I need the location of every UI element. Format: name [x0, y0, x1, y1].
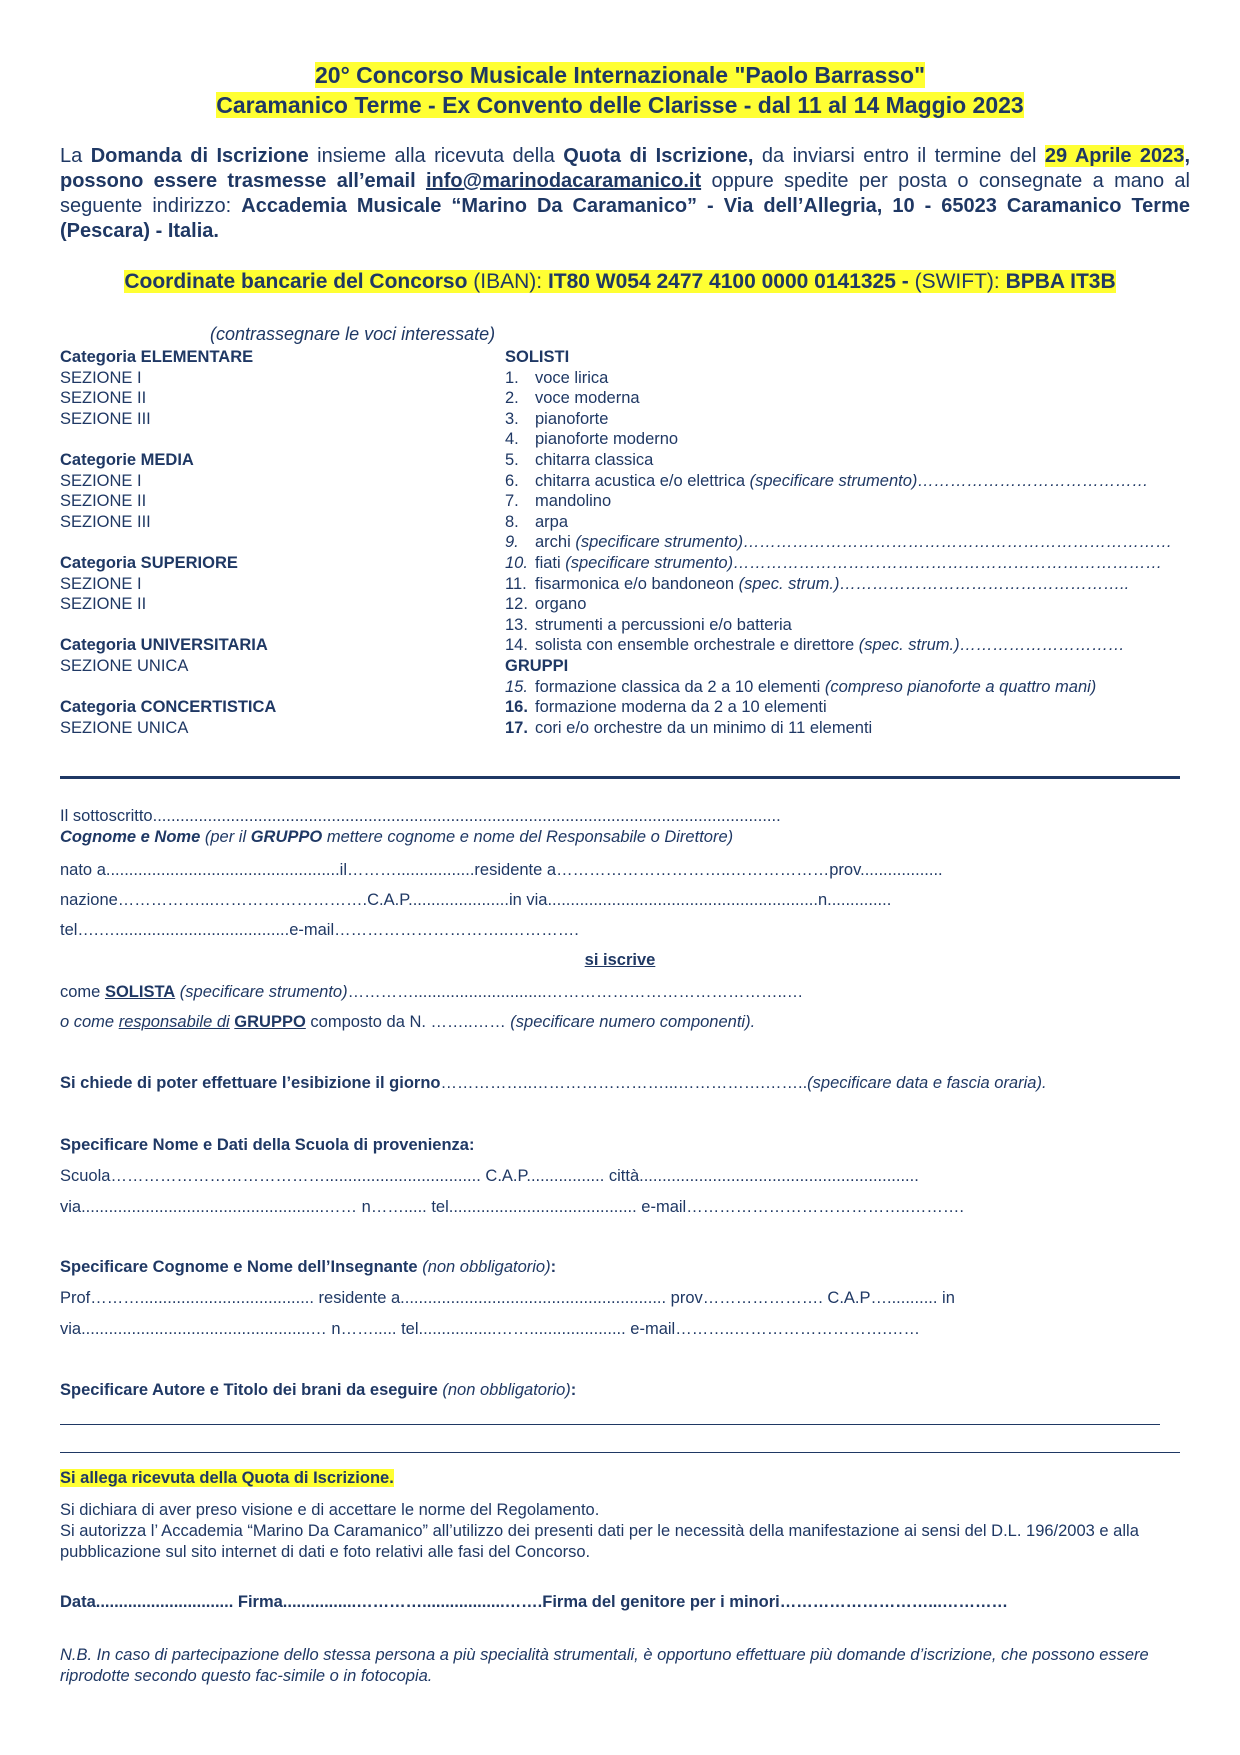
category-section[interactable]: SEZIONE II	[60, 492, 147, 511]
iban-label: (IBAN):	[467, 270, 548, 293]
title-line2-text: Caramanico Terme - Ex Convento delle Clarisse - dal 11 al 14 Maggio 2023	[216, 92, 1024, 118]
swift-value: BPBA IT3B	[1005, 270, 1116, 293]
item-label: organo	[535, 595, 587, 614]
cognome-hint: (per il	[200, 828, 251, 846]
intro-deadline: 29 Aprile 2023	[1044, 145, 1185, 167]
item-label: pianoforte	[535, 409, 609, 428]
item-number: 12.	[505, 595, 528, 614]
item-label: fisarmonica e/o bandoneon	[535, 574, 739, 593]
cognome-label	[60, 827, 733, 847]
bank-details	[0, 268, 1240, 296]
cognome-label-text: Cognome e Nome	[60, 828, 201, 846]
instrument-item[interactable]	[505, 718, 1205, 739]
firma-line[interactable]: Data.............................. Firma................…………..................…….Firma del genitore per i minori………………………...…………	[60, 1593, 1008, 1611]
item-number: 10.	[505, 553, 528, 572]
scuola-via-field[interactable]: via.....................................................…… n……..... tel......................................... e-mail…………………………………..……….	[60, 1198, 964, 1216]
nazione-field[interactable]: nazione……………...……………………….C.A.P......................in via...........................................................n..............	[60, 891, 892, 909]
category-header: Categoria ELEMENTARE	[60, 348, 254, 366]
spacer	[60, 615, 480, 636]
intro-domanda: Domanda di Iscrizione	[90, 145, 309, 167]
instrument-item[interactable]	[505, 471, 1205, 492]
item-number: 15.	[505, 677, 528, 696]
spacer	[60, 677, 480, 698]
item-number: 17.	[505, 718, 528, 737]
instruments-column	[505, 347, 1205, 738]
scuola-field[interactable]: Scuola………………………………….................................. C.A.P................. città.............................................................	[60, 1167, 919, 1185]
responsabile-label: responsabile di	[118, 1013, 230, 1031]
spacer	[60, 429, 480, 450]
composto-hint: (specificare numero componenti).	[510, 1013, 756, 1031]
solista-field[interactable]	[60, 982, 803, 1002]
prof-via-field[interactable]: via..................................................… n……..... tel.................……..................... e-mail………..……………………….……	[60, 1320, 920, 1338]
instrument-item[interactable]	[505, 553, 1205, 574]
category-section[interactable]: SEZIONE UNICA	[60, 656, 189, 675]
esibizione-label: Si chiede di poter effettuare l’esibizione il giorno	[60, 1074, 441, 1092]
category-section[interactable]: SEZIONE I	[60, 574, 142, 593]
instrument-item[interactable]	[505, 677, 1205, 698]
insegnante-label: Specificare Cognome e Nome dell’Insegnante	[60, 1258, 418, 1276]
intro-text: da inviarsi entro il termine del	[753, 145, 1045, 167]
dichiara-line: Si dichiara di aver preso visione e di accettare le norme del Regolamento.	[60, 1501, 600, 1519]
item-label: mandolino	[535, 492, 612, 511]
item-label: cori e/o orchestre da un minimo di 11 elementi	[535, 718, 873, 737]
instrument-item[interactable]	[505, 532, 1205, 553]
intro-text: La	[60, 145, 91, 167]
item-label: chitarra acustica e/o elettrica	[535, 471, 750, 490]
item-number: 5.	[505, 450, 519, 469]
spacer	[60, 532, 480, 553]
item-specify[interactable]: (specificare strumento)……………………………………………………………………	[575, 533, 1173, 552]
item-label: formazione classica da 2 a 10 elementi	[535, 677, 825, 696]
instrument-group-header: GRUPPI	[505, 656, 569, 675]
brani-line-2[interactable]	[60, 1452, 1180, 1453]
allega-line	[60, 1468, 1190, 1489]
instrument-item[interactable]	[505, 368, 1205, 389]
title-line1	[0, 60, 1240, 90]
category-header: Categoria CONCERTISTICA	[60, 698, 277, 717]
intro-text: oppure spedite per posta o consegnate a mano al seguente indirizzo:	[60, 170, 1190, 217]
item-number: 9.	[505, 533, 519, 552]
item-label: voce moderna	[535, 389, 640, 408]
item-specify[interactable]: (spec. strum.)……………………………………………..	[738, 574, 1130, 593]
come-text: come	[60, 983, 105, 1001]
esibizione-dots[interactable]: ……………..……………………...…………….……..	[440, 1074, 808, 1092]
intro-quota: Quota di Iscrizione,	[563, 145, 754, 167]
title-line2	[0, 90, 1240, 120]
solista-label: SOLISTA	[104, 983, 176, 1001]
title-line1-text: 20° Concorso Musicale Internazionale "Paolo Barrasso"	[314, 62, 926, 88]
gruppo-label: GRUPPO	[234, 1013, 306, 1031]
item-number: 1.	[505, 368, 519, 387]
item-specify[interactable]: (specificare strumento)……………………………………	[749, 471, 1149, 490]
insegnante-hint: (non obbligatorio)	[417, 1258, 551, 1276]
sottoscritto-field[interactable]: Il sottoscritto.........................................................................................................................................	[60, 807, 781, 825]
item-number: 7.	[505, 492, 519, 511]
item-label: chitarra classica	[535, 450, 654, 469]
item-specify[interactable]: (compreso pianoforte a quattro mani)	[824, 677, 1097, 696]
item-label: voce lirica	[535, 368, 609, 387]
gruppo-field[interactable]	[60, 1012, 755, 1032]
swift-label: (SWIFT):	[908, 270, 1006, 293]
instrument-item[interactable]	[505, 512, 1205, 533]
allega-text: Si allega ricevuta della Quota di Iscrizione.	[60, 1469, 394, 1487]
category-section[interactable]: SEZIONE III	[60, 512, 151, 531]
item-specify[interactable]: (spec. strum.)…………………………	[858, 636, 1125, 655]
intro-paragraph	[60, 144, 1190, 244]
instrument-item[interactable]	[505, 635, 1205, 656]
category-header: Categorie MEDIA	[60, 450, 194, 469]
bank-label: Coordinate bancarie del Concorso	[124, 270, 468, 293]
autorizza-line: Si autorizza l’ Accademia “Marino Da Caramanico” all’utilizzo dei presenti dati per le necessità della manifestazione ai sensi del D.L. 196/2003 e alla pubblicazione sul sito internet di dati e foto relativi alle fasi del Concorso.	[60, 1522, 1139, 1561]
category-section[interactable]: SEZIONE II	[60, 389, 147, 408]
item-number: 11.	[505, 574, 527, 593]
intro-address: Accademia Musicale “Marino Da Caramanico” - Via dell’Allegria, 10 - 65023 Caramanico Terme (Pescara) - Italia.	[60, 195, 1190, 242]
separator-line	[60, 776, 1180, 779]
item-specify[interactable]: (specificare strumento)……………………………………………………………………	[565, 553, 1163, 572]
intro-text: , possono essere trasmesse all’email	[60, 145, 1190, 192]
brani-colon: :	[570, 1381, 577, 1399]
intro-text: insieme alla ricevuta della	[308, 145, 564, 167]
composto-text[interactable]: composto da N. ……..……	[305, 1013, 511, 1031]
category-section[interactable]: SEZIONE I	[60, 368, 142, 387]
instrument-group-header: SOLISTI	[505, 348, 570, 366]
category-section[interactable]: SEZIONE I	[60, 471, 142, 490]
esibizione-field[interactable]	[60, 1073, 1047, 1093]
category-section[interactable]: SEZIONE II	[60, 595, 147, 614]
selection-hint: (contrassegnare le voci interessate)	[210, 324, 496, 344]
instrument-item[interactable]	[505, 409, 1205, 430]
instrument-item[interactable]	[505, 697, 1205, 718]
item-number: 3.	[505, 409, 519, 428]
o-come-text: o come	[60, 1013, 119, 1031]
instrument-item[interactable]	[505, 574, 1205, 595]
instrument-item[interactable]	[505, 388, 1205, 409]
item-number: 6.	[505, 471, 519, 490]
cognome-gruppo: GRUPPO	[250, 828, 323, 846]
si-iscrive-heading: si iscrive	[584, 951, 656, 969]
categories-column	[60, 347, 480, 738]
iban-value: IT80 W054 2477 4100 0000 0141325 -	[547, 270, 909, 293]
brani-hint: (non obbligatorio)	[437, 1381, 571, 1399]
prof-field[interactable]: Prof………...................................... residente a.......................................................... prov…………………. C.A.P…........... in	[60, 1289, 955, 1307]
tel-field[interactable]: tel….…......................................e-mail…………………………..………….	[60, 921, 579, 939]
instrument-item[interactable]	[505, 450, 1205, 471]
item-label: archi	[535, 533, 576, 552]
esibizione-hint: (specificare data e fascia oraria).	[807, 1074, 1047, 1092]
category-section[interactable]: SEZIONE III	[60, 409, 151, 428]
email-link[interactable]: info@marinodacaramanico.it	[425, 170, 702, 192]
item-label: solista con ensemble orchestrale e direttore	[535, 636, 859, 655]
category-header: Categoria UNIVERSITARIA	[60, 636, 268, 655]
item-number: 4.	[505, 430, 519, 449]
nb-note: N.B. In caso di partecipazione dello stessa persona a più specialità strumentali, è opportuno effettuare più domande d’iscrizione, che possono essere riprodotte secondo questo fac-simile o in fotocopia.	[60, 1646, 1149, 1685]
nato-field[interactable]: nato a...................................................il……….................residente a…………………………..………………prov..................	[60, 861, 943, 879]
insegnante-heading	[60, 1257, 556, 1277]
item-number: 13.	[505, 615, 528, 634]
item-label: strumenti a percussioni e/o batteria	[535, 615, 792, 634]
cognome-hint: mettere cognome e nome del Responsabile o Direttore)	[322, 828, 734, 846]
category-header: Categoria SUPERIORE	[60, 553, 238, 572]
scuola-heading: Specificare Nome e Dati della Scuola di provenienza:	[60, 1136, 475, 1154]
item-number: 2.	[505, 389, 519, 408]
item-label: pianoforte moderno	[535, 430, 679, 449]
solista-dots[interactable]: ………….............................……………………………………..…	[347, 983, 804, 1001]
item-number: 8.	[505, 512, 519, 531]
instrument-item[interactable]	[505, 429, 1205, 450]
insegnante-colon: :	[550, 1258, 557, 1276]
item-label: formazione moderna da 2 a 10 elementi	[535, 698, 827, 717]
instrument-item[interactable]	[505, 594, 1205, 615]
item-label: fiati	[535, 553, 566, 572]
instrument-item[interactable]	[505, 491, 1205, 512]
brani-heading	[60, 1380, 576, 1400]
item-label: arpa	[535, 512, 569, 531]
category-section[interactable]: SEZIONE UNICA	[60, 718, 189, 737]
brani-line-1[interactable]	[60, 1424, 1160, 1425]
solista-hint: (specificare strumento)	[175, 983, 348, 1001]
item-number: 16.	[505, 698, 528, 717]
brani-label: Specificare Autore e Titolo dei brani da eseguire	[60, 1381, 438, 1399]
instrument-item[interactable]	[505, 615, 1205, 636]
item-number: 14.	[505, 636, 528, 655]
